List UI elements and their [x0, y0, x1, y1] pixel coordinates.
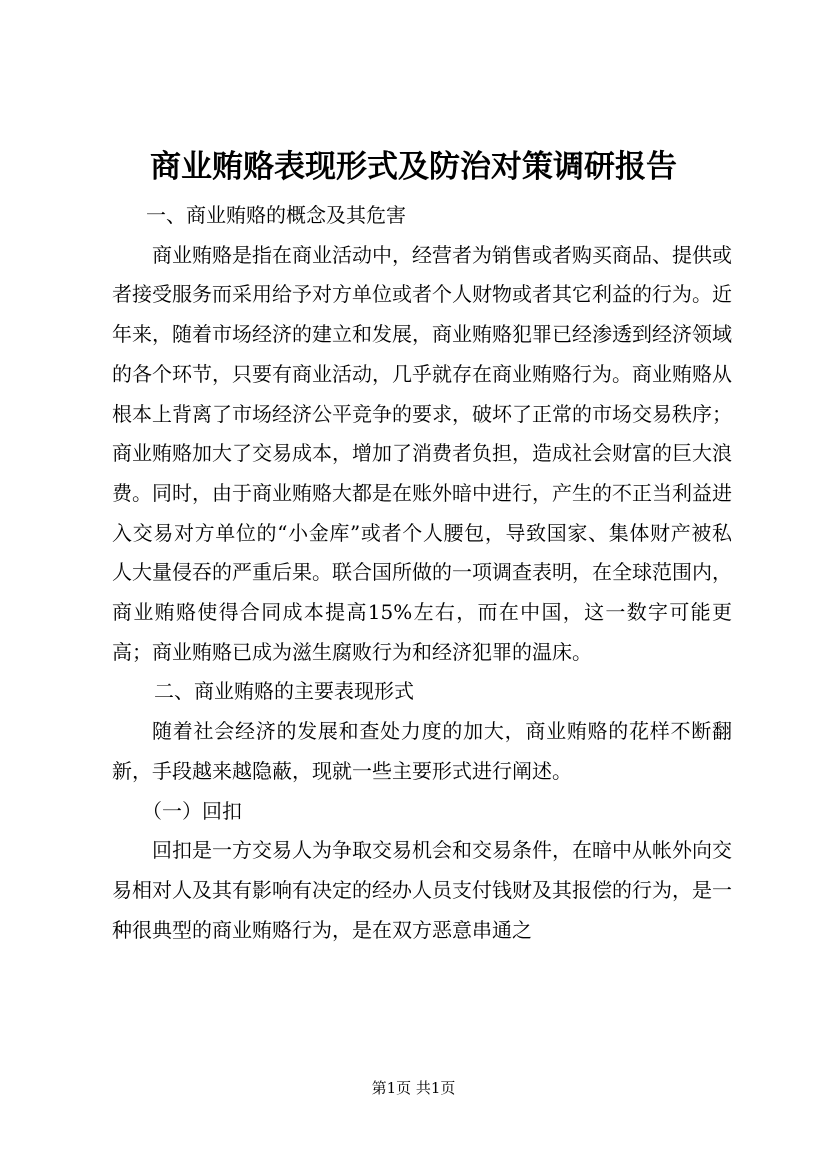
- paragraph: 商业贿赂是指在商业活动中，经营者为销售或者购买商品、提供或者接受服务而采用给予对方单位或者个人财物或者其它利益的行为。近年来，随着市场经济的建立和发展，商业贿赂犯罪已经渗透到经济领域的各个环节，只要有商业活动，几乎就存在商业贿赂行为。商业贿赂从根本上背离了市场经济公平竞争的要求，破坏了正常的市场交易秩序；商业贿赂加大了交易成本，增加了消费者负担，造成社会财富的巨大浪费。同时，由于商业贿赂大都是在账外暗中进行，产生的不正当利益进入交易对方单位的“小金库”或者个人腰包，导致国家、集体财产被私人大量侵吞的严重后果。联合国所做的一项调查表明，在全球范围内，商业贿赂使得合同成本提高15%左右，而在中国，这一数字可能更高；商业贿赂已成为滋生腐败行为和经济犯罪的温床。: [112, 242, 732, 664]
- paragraph: 回扣是一方交易人为争取交易机会和交易条件，在暗中从帐外向交易相对人及其有影响有决定的经办人员支付钱财及其报偿的行为，是一种很典型的商业贿赂行为，是在双方恶意串通之: [112, 838, 732, 942]
- document-body: [112, 196, 732, 950]
- page-footer: 第1页 共1页: [371, 1079, 456, 1097]
- paragraph: 随着社会经济的发展和查处力度的加大，商业贿赂的花样不断翻新，手段越来越隐蔽，现就一些主要形式进行阐述。: [112, 719, 732, 783]
- section-heading: 一、商业贿赂的概念及其危害: [146, 203, 406, 227]
- subsection-heading: （一）回扣: [142, 798, 242, 823]
- document-title: 商业贿赂表现形式及防治对策调研报告: [150, 149, 677, 185]
- section-heading: 二、商业贿赂的主要表现形式: [154, 679, 414, 704]
